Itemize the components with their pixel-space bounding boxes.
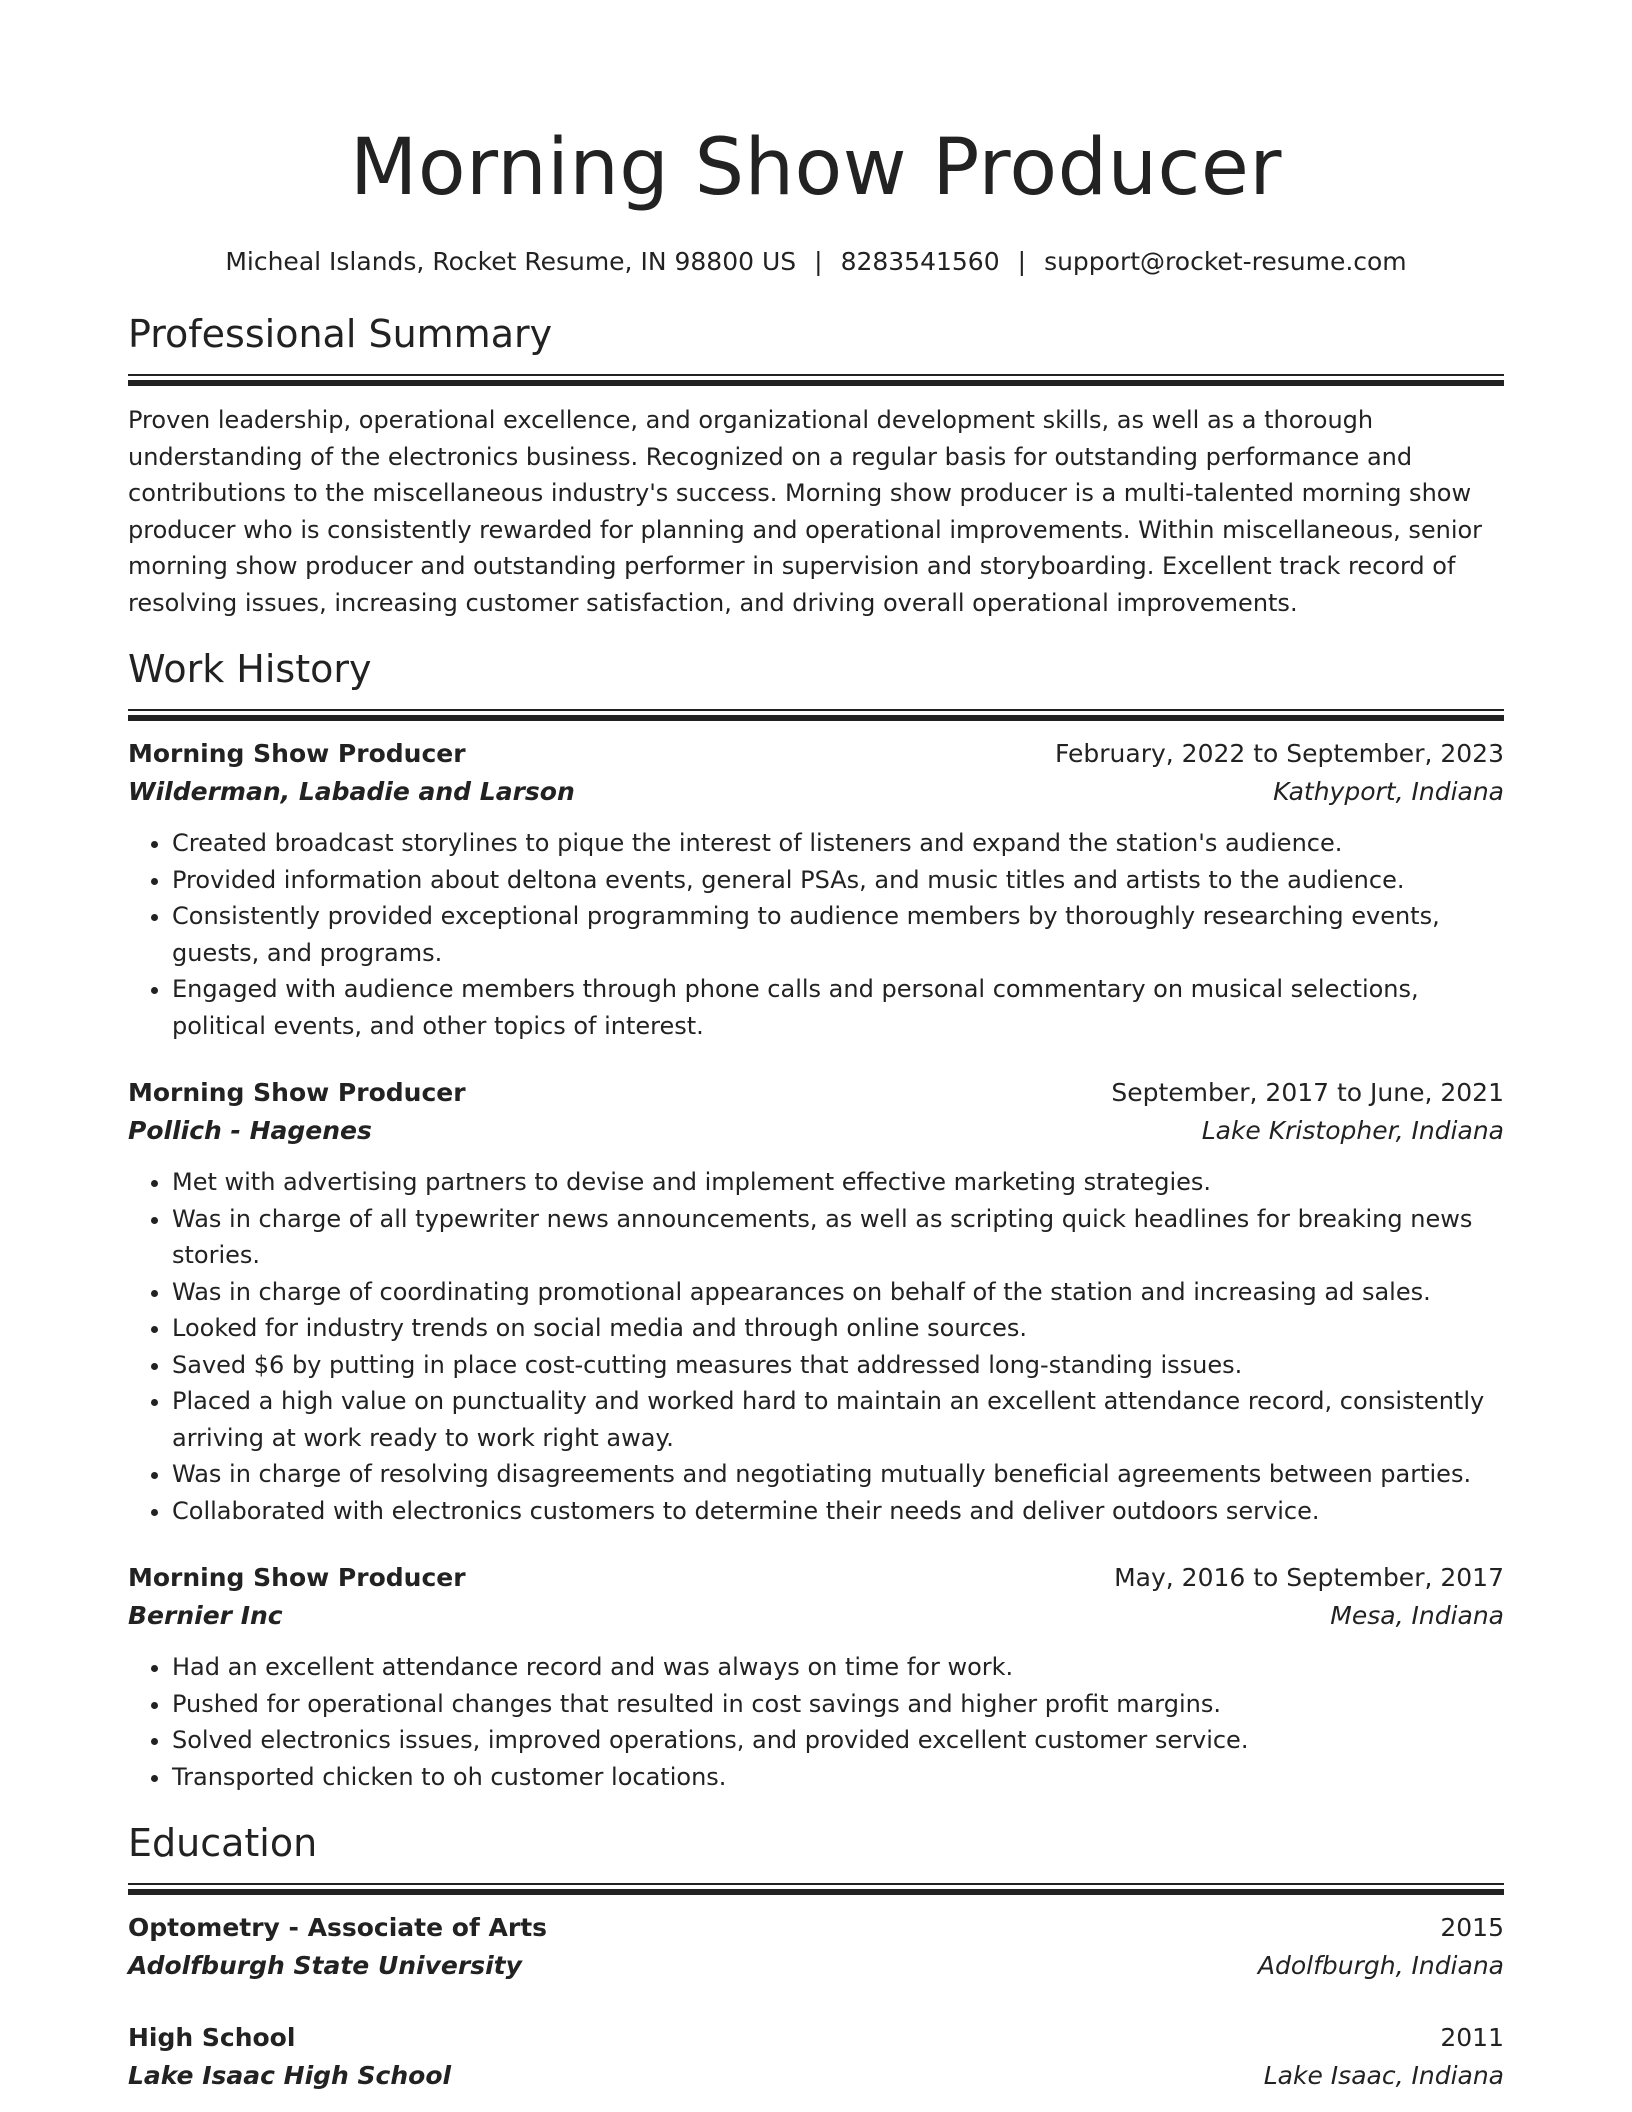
job-company: Wilderman, Labadie and Larson — [128, 777, 575, 806]
job-subheader — [128, 773, 1504, 811]
job-bullet: • Looked for industry trends on social media and through online sources. — [172, 1310, 1504, 1347]
work-section — [128, 645, 1504, 1795]
job-bullet: • Engaged with audience members through phone calls and personal commentary on musical selections, political events, and other topics of interest. — [172, 971, 1504, 1044]
job-entry — [128, 1559, 1504, 1795]
education-year: 2015 — [1440, 1913, 1504, 1942]
education-school: Adolfburgh State University — [128, 1951, 522, 1980]
contact-separator: | — [1017, 247, 1027, 276]
job-entry — [128, 1074, 1504, 1529]
job-bullet: • Consistently provided exceptional programming to audience members by thoroughly researching events, guests, and programs. — [172, 898, 1504, 971]
education-location: Lake Isaac, Indiana — [1263, 2061, 1504, 2090]
education-subheader — [128, 1947, 1504, 1985]
section-heading-summary: Professional Summary — [128, 312, 553, 356]
education-header — [128, 2019, 1504, 2057]
education-entry — [128, 2019, 1504, 2095]
resume-title: Morning Show Producer — [350, 123, 1282, 213]
job-bullets — [128, 1649, 1504, 1795]
job-bullets — [128, 1164, 1504, 1529]
job-subheader — [128, 1597, 1504, 1635]
job-location: Mesa, Indiana — [1330, 1601, 1504, 1630]
job-entry — [128, 735, 1504, 1044]
job-dates: September, 2017 to June, 2021 — [1111, 1078, 1504, 1107]
job-title: Morning Show Producer — [128, 1563, 466, 1592]
summary-section — [128, 310, 1504, 621]
job-bullet: • Was in charge of coordinating promotional appearances on behalf of the station and increasing ad sales. — [172, 1274, 1504, 1311]
phone: 8283541560 — [840, 247, 1000, 276]
job-bullet: • Created broadcast storylines to pique the interest of listeners and expand the station's audience. — [172, 825, 1504, 862]
job-header — [128, 735, 1504, 773]
job-company: Bernier Inc — [128, 1601, 283, 1630]
job-bullet: • Was in charge of resolving disagreements and negotiating mutually beneficial agreements between parties. — [172, 1456, 1504, 1493]
job-bullets — [128, 825, 1504, 1044]
job-bullet: • Met with advertising partners to devise and implement effective marketing strategies. — [172, 1164, 1504, 1201]
job-bullet: • Provided information about deltona events, general PSAs, and music titles and artists to the audience. — [172, 862, 1504, 899]
contact-separator: | — [814, 247, 823, 276]
education-degree: Optometry - Associate of Arts — [128, 1913, 548, 1942]
summary-text: Proven leadership, operational excellence, and organizational development skills, as well as a thorough understanding of the electronics business. Recognized on a regular basis for outstanding performance and contributions to the miscellaneous industry's success. Morning show producer is a multi-talented morning show producer who is consistently rewarded for planning and operational improvements. Within miscellaneous, senior morning show producer and outstanding performer in supervision and storyboarding. Excellent track record of resolving issues, increasing customer satisfaction, and driving overall operational improvements. — [128, 406, 1483, 617]
education-school: Lake Isaac High School — [128, 2061, 452, 2090]
section-divider — [128, 374, 1504, 386]
job-subheader — [128, 1112, 1504, 1150]
job-header — [128, 1559, 1504, 1597]
job-header — [128, 1074, 1504, 1112]
job-bullet: • Solved electronics issues, improved operations, and provided excellent customer service. — [172, 1722, 1504, 1759]
job-bullet: • Had an excellent attendance record and was always on time for work. — [172, 1649, 1504, 1686]
job-bullet: • Transported chicken to oh customer locations. — [172, 1759, 1504, 1796]
education-section — [128, 1819, 1504, 2095]
job-title: Morning Show Producer — [128, 739, 466, 768]
section-heading-education: Education — [128, 1821, 318, 1865]
job-bullet: • Placed a high value on punctuality and worked hard to maintain an excellent attendance record, consistently arriving at work ready to work right away. — [172, 1383, 1504, 1456]
address: Micheal Islands, Rocket Resume, IN 98800 US — [225, 247, 797, 276]
education-location: Adolfburgh, Indiana — [1257, 1951, 1504, 1980]
education-entry — [128, 1909, 1504, 1985]
job-location: Kathyport, Indiana — [1273, 777, 1504, 806]
email: support@rocket-resume.com — [1044, 247, 1407, 276]
section-heading-work: Work History — [128, 647, 372, 691]
section-divider — [128, 1883, 1504, 1895]
education-year: 2011 — [1440, 2023, 1504, 2052]
education-subheader — [128, 2057, 1504, 2095]
resume-page — [128, 120, 1504, 2095]
section-divider — [128, 709, 1504, 721]
job-bullet: • Pushed for operational changes that resulted in cost savings and higher profit margins. — [172, 1686, 1504, 1723]
job-dates: May, 2016 to September, 2017 — [1114, 1563, 1504, 1592]
job-bullet: • Collaborated with electronics customers to determine their needs and deliver outdoors service. — [172, 1493, 1504, 1530]
education-header — [128, 1909, 1504, 1947]
contact-line — [128, 244, 1504, 280]
job-dates: February, 2022 to September, 2023 — [1055, 739, 1504, 768]
job-title: Morning Show Producer — [128, 1078, 466, 1107]
job-location: Lake Kristopher, Indiana — [1201, 1116, 1504, 1145]
job-bullet: • Was in charge of all typewriter news announcements, as well as scripting quick headlines for breaking news stories. — [172, 1201, 1504, 1274]
job-company: Pollich - Hagenes — [128, 1116, 372, 1145]
education-degree: High School — [128, 2023, 296, 2052]
job-bullet: • Saved $6 by putting in place cost-cutting measures that addressed long-standing issues. — [172, 1347, 1504, 1384]
